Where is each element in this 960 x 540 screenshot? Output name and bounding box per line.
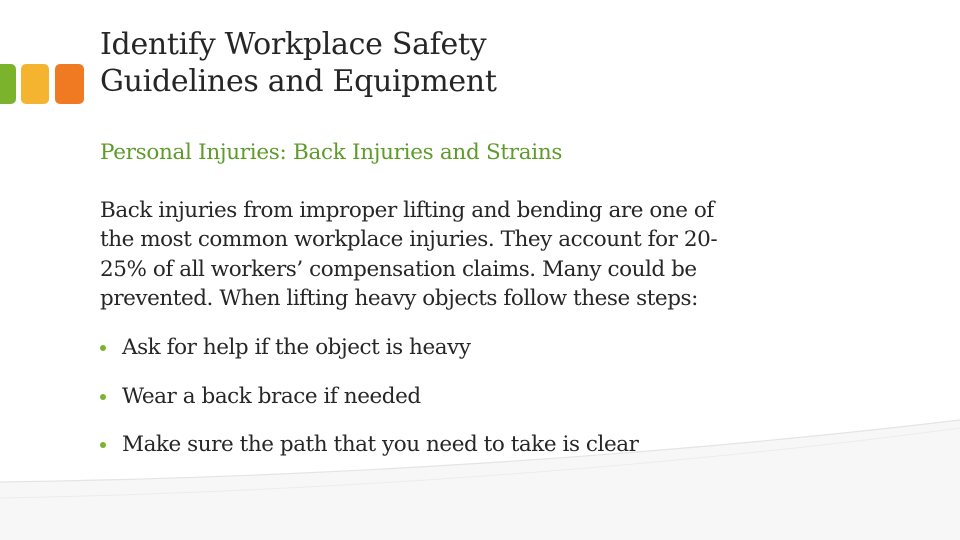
slide-title-line: Guidelines and Equipment bbox=[100, 64, 497, 99]
accent-bar-green bbox=[0, 64, 16, 104]
bullet-item bbox=[100, 383, 900, 432]
bullet-item bbox=[100, 431, 900, 480]
bullet-text: Ask for help if the object is heavy bbox=[122, 335, 471, 360]
slide-title bbox=[100, 26, 920, 100]
bullet-item bbox=[100, 334, 900, 383]
slide-subtitle: Personal Injuries: Back Injuries and Strains bbox=[100, 140, 563, 165]
bullet-list bbox=[100, 334, 900, 480]
accent-bar-orange bbox=[55, 64, 84, 104]
body-line: prevented. When lifting heavy objects follow these steps: bbox=[100, 285, 698, 311]
accent-bars bbox=[0, 64, 84, 104]
bullet-dot-icon bbox=[100, 394, 106, 400]
body-line: the most common workplace injuries. They account for 20- bbox=[100, 227, 718, 253]
body-line: Back injuries from improper lifting and bending are one of bbox=[100, 198, 714, 223]
accent-bar-yellow bbox=[21, 64, 49, 104]
bullet-text: Make sure the path that you need to take is clear bbox=[122, 432, 639, 457]
bullet-dot-icon bbox=[100, 345, 106, 351]
bullet-dot-icon bbox=[100, 442, 106, 448]
slide-title-line: Identify Workplace Safety bbox=[100, 27, 487, 62]
bullet-text: Wear a back brace if needed bbox=[122, 383, 421, 409]
body-paragraph bbox=[100, 196, 880, 313]
body-line: 25% of all workers’ compensation claims. Many could be bbox=[100, 256, 697, 282]
